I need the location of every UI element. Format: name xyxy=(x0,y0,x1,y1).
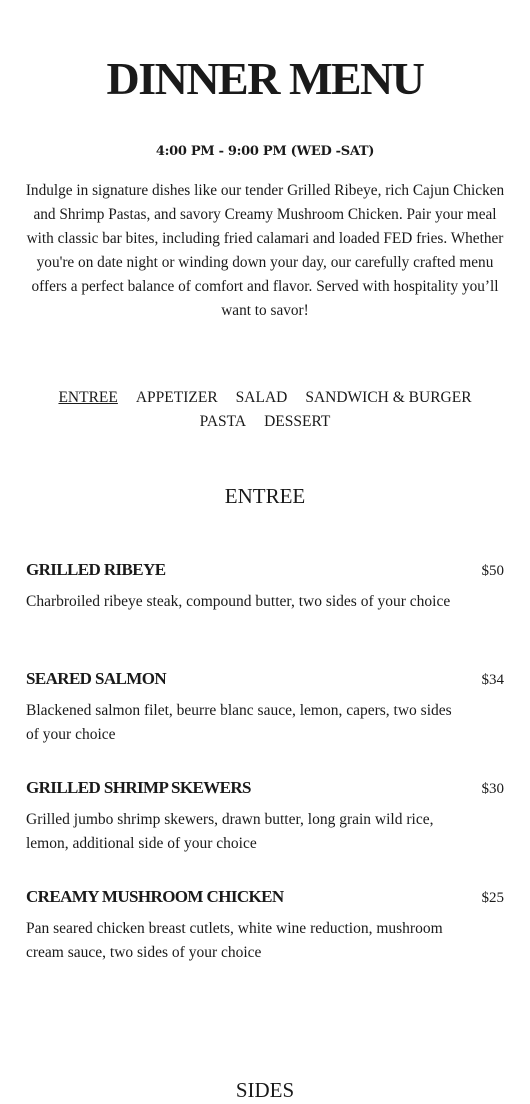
category-nav xyxy=(28,386,502,434)
nav-appetizer[interactable]: APPETIZER xyxy=(135,389,218,406)
item-description: Blackened salmon filet, beurre blanc sauce, lemon, capers, two sides of your choice xyxy=(26,702,452,743)
item-description: Grilled jumbo shrimp skewers, drawn butter, long grain wild rice, lemon, additional side of your choice xyxy=(26,811,434,852)
page-title: DINNER MENU xyxy=(106,53,424,104)
item-name: CREAMY MUSHROOM CHICKEN xyxy=(26,887,284,906)
nav-salad[interactable]: SALAD xyxy=(235,389,288,406)
section-title-entree: ENTREE xyxy=(224,484,306,508)
item-description: Pan seared chicken breast cutlets, white wine reduction, mushroom cream sauce, two sides of your choice xyxy=(26,920,443,961)
item-price: $25 xyxy=(481,890,504,906)
menu-item xyxy=(26,887,504,965)
section-title-sides: SIDES xyxy=(235,1078,295,1102)
service-hours: 4:00 PM - 9:00 PM (WED -SAT) xyxy=(155,144,375,159)
nav-pasta[interactable]: PASTA xyxy=(199,413,247,430)
menu-item xyxy=(26,560,504,614)
item-name: SEARED SALMON xyxy=(26,669,167,688)
item-price: $30 xyxy=(481,781,504,797)
menu-item xyxy=(26,778,504,856)
item-price: $50 xyxy=(481,563,504,579)
menu-item xyxy=(26,669,504,747)
nav-entree[interactable]: ENTREE xyxy=(58,389,118,406)
item-name: GRILLED RIBEYE xyxy=(26,560,166,579)
nav-sandwich-burger[interactable]: SANDWICH & BURGER xyxy=(305,389,472,406)
nav-dessert[interactable]: DESSERT xyxy=(264,413,331,430)
item-description: Charbroiled ribeye steak, compound butter, two sides of your choice xyxy=(26,593,451,610)
item-name: GRILLED SHRIMP SKEWERS xyxy=(26,778,251,797)
item-price: $34 xyxy=(481,672,504,688)
menu-intro: Indulge in signature dishes like our tender Grilled Ribeye, rich Cajun Chicken and Shrimp Pastas, and savory Creamy Mushroom Chicken. Pair your meal with classic bar bites, including fried calamari and loaded FED fries. Whether you're on date night or winding down your day, our carefully crafted menu offers a perfect balance of comfort and flavor. Served with hospitality you’ll want to savor! xyxy=(25,182,505,319)
